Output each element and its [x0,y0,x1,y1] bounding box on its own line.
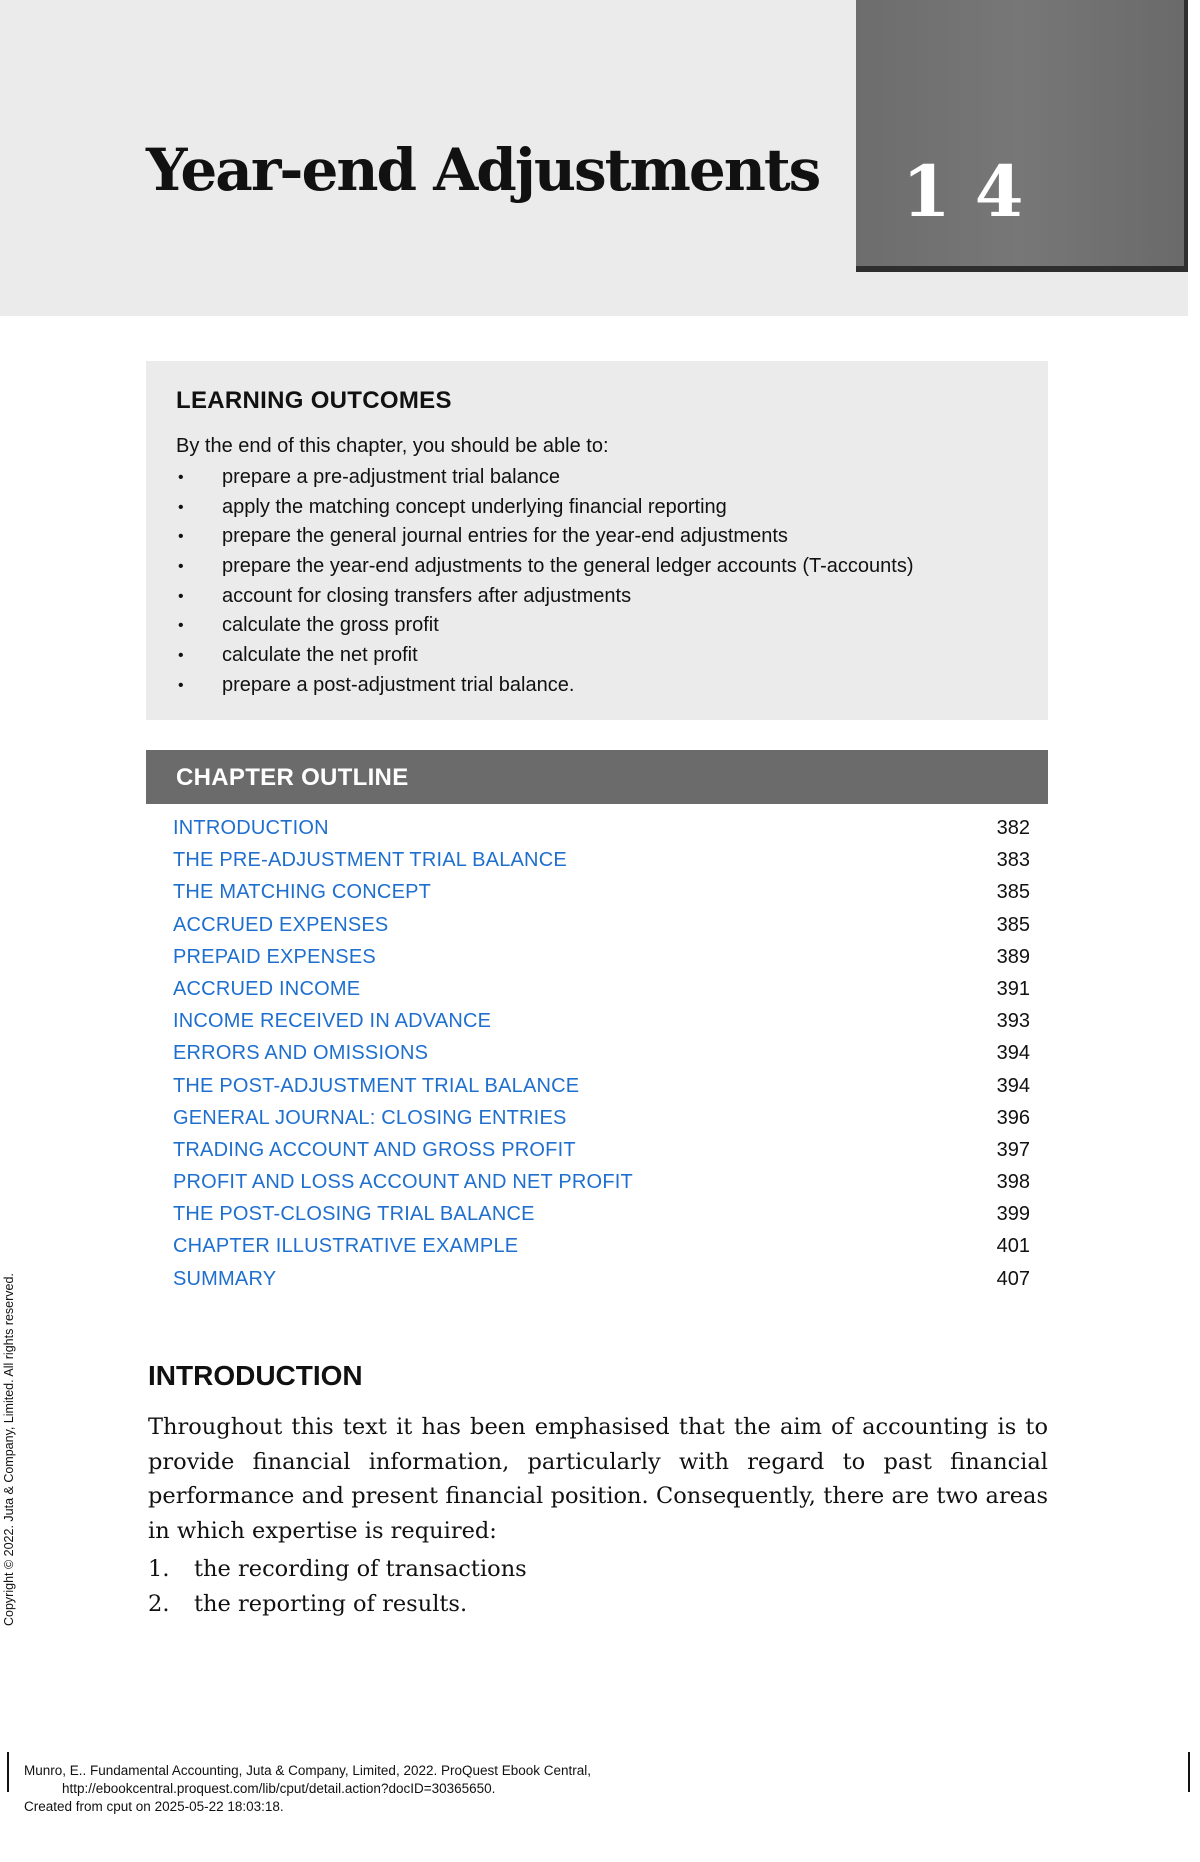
outline-entry[interactable] [146,973,1030,1005]
outline-entry[interactable] [146,1037,1030,1069]
outline-entry-page: 382 [996,817,1030,839]
outline-entry[interactable] [146,1263,1030,1295]
footer-citation [24,1762,591,1816]
outline-entry-link[interactable]: THE POST-ADJUSTMENT TRIAL BALANCE [173,1074,580,1097]
learning-outcome-item [176,552,914,582]
outline-entry[interactable] [146,1230,1030,1262]
outline-entry-link[interactable]: INCOME RECEIVED IN ADVANCE [173,1010,492,1033]
outline-entry-page: 389 [996,945,1030,968]
learning-outcome-item [176,463,914,493]
learning-outcome-text: apply the matching concept underlying financial reporting [222,495,727,518]
learning-outcome-item [176,671,914,701]
outline-entry[interactable] [146,1070,1030,1102]
list-text: the recording of transactions [194,1556,527,1582]
outline-entry-page: 385 [996,881,1030,904]
outline-entry-link[interactable]: PREPAID EXPENSES [173,945,376,968]
learning-outcome-text: prepare a pre-adjustment trial balance [222,466,560,488]
outline-entry-page: 391 [996,977,1030,1000]
outline-entry-page: 393 [996,1010,1030,1033]
bullet-icon: • [178,676,184,694]
footer-citation-url[interactable]: http://ebookcentral.proquest.com/lib/cput/detail.action?docID=30365650. [62,1781,496,1796]
footer-citation-line: Munro, E.. Fundamental Accounting, Juta & Company, Limited, 2022. ProQuest Ebook Central, [24,1763,592,1778]
outline-entry-link[interactable]: THE MATCHING CONCEPT [173,881,432,904]
outline-entry[interactable] [146,844,1030,876]
outline-entry-link[interactable]: PROFIT AND LOSS ACCOUNT AND NET PROFIT [173,1171,633,1194]
learning-outcomes-intro: By the end of this chapter, you should be able to: [176,435,609,457]
chapter-number-box [856,0,1188,272]
introduction-paragraph: Throughout this text it has been emphasised that the aim of accounting is to provide financial information, particularly with regard to past financial performance and present financial position. Consequently, there are two areas in which expertise is required: [148,1414,1048,1544]
chapter-number: 14 [902,150,1048,233]
outline-entry-page: 394 [996,1042,1030,1065]
learning-outcomes-list [176,463,914,701]
outline-entry[interactable] [146,1102,1030,1134]
outline-entry-page: 398 [996,1171,1030,1194]
learning-outcome-text: prepare a post-adjustment trial balance. [222,673,575,696]
outline-entry-link[interactable]: CHAPTER ILLUSTRATIVE EXAMPLE [173,1235,519,1258]
chapter-outline-list [146,812,1030,1295]
chapter-outline-header [146,750,1048,804]
outline-entry-link[interactable]: ACCRUED EXPENSES [173,913,389,936]
learning-outcome-text: account for closing transfers after adjustments [222,584,632,607]
outline-entry[interactable] [146,812,1030,844]
outline-entry-link[interactable]: GENERAL JOURNAL: CLOSING ENTRIES [173,1106,567,1129]
introduction-list [148,1552,527,1621]
introduction-list-item [148,1552,527,1587]
introduction-heading: INTRODUCTION [148,1360,363,1391]
footer-right-rule [1188,1752,1190,1792]
bullet-icon: • [178,647,184,665]
footer-left-rule [7,1752,9,1792]
outline-entry[interactable] [146,1198,1030,1230]
learning-outcome-text: prepare the year-end adjustments to the general ledger accounts (T-accounts) [222,555,914,578]
outline-entry-link[interactable]: ACCRUED INCOME [173,977,361,1000]
outline-entry[interactable] [146,909,1030,941]
outline-entry-page: 399 [996,1203,1030,1226]
outline-entry-link[interactable]: THE PRE-ADJUSTMENT TRIAL BALANCE [173,849,567,872]
learning-outcome-item [176,641,914,671]
outline-entry-page: 394 [996,1074,1030,1097]
outline-entry[interactable] [146,1166,1030,1198]
outline-entry[interactable] [146,876,1030,908]
outline-entry-page: 385 [996,913,1030,936]
outline-entry-link[interactable]: INTRODUCTION [173,817,329,839]
outline-entry[interactable] [146,1005,1030,1037]
bullet-icon: • [178,617,184,635]
learning-outcome-text: prepare the general journal entries for the year-end adjustments [222,525,788,548]
learning-outcome-item [176,611,914,641]
chapter-outline-heading: CHAPTER OUTLINE [176,764,409,791]
list-number: 1. [148,1556,170,1582]
learning-outcome-item [176,582,914,612]
outline-entry-page: 383 [996,849,1030,872]
learning-outcomes-box [146,361,1048,720]
list-text: the reporting of results. [194,1590,468,1617]
outline-entry-link[interactable]: ERRORS AND OMISSIONS [173,1042,429,1065]
learning-outcome-text: calculate the net profit [222,644,418,667]
chapter-title: Year-end Adjustments [146,136,820,204]
side-copyright-notice: Copyright © 2022. Juta & Company, Limited. All rights reserved. [2,1273,16,1626]
outline-entry-page: 397 [996,1138,1030,1161]
outline-entry-link[interactable]: THE POST-CLOSING TRIAL BALANCE [173,1203,535,1226]
outline-entry-page: 407 [996,1267,1030,1290]
bullet-icon: • [178,469,184,486]
list-number: 2. [148,1590,170,1617]
outline-entry-page: 401 [996,1235,1030,1258]
outline-entry-link[interactable]: SUMMARY [173,1267,277,1290]
learning-outcome-text: calculate the gross profit [222,614,439,637]
footer-citation-created: Created from cput on 2025-05-22 18:03:18. [24,1799,284,1814]
introduction-list-item [148,1587,527,1622]
outline-entry-link[interactable]: TRADING ACCOUNT AND GROSS PROFIT [173,1138,576,1161]
bullet-icon: • [178,558,184,576]
outline-entry[interactable] [146,941,1030,973]
bullet-icon: • [178,528,184,546]
learning-outcomes-heading: LEARNING OUTCOMES [176,387,452,414]
bullet-icon: • [178,498,184,516]
learning-outcome-item [176,522,914,552]
learning-outcome-item [176,493,914,523]
outline-entry[interactable] [146,1134,1030,1166]
outline-entry-page: 396 [996,1106,1030,1129]
bullet-icon: • [178,587,184,605]
